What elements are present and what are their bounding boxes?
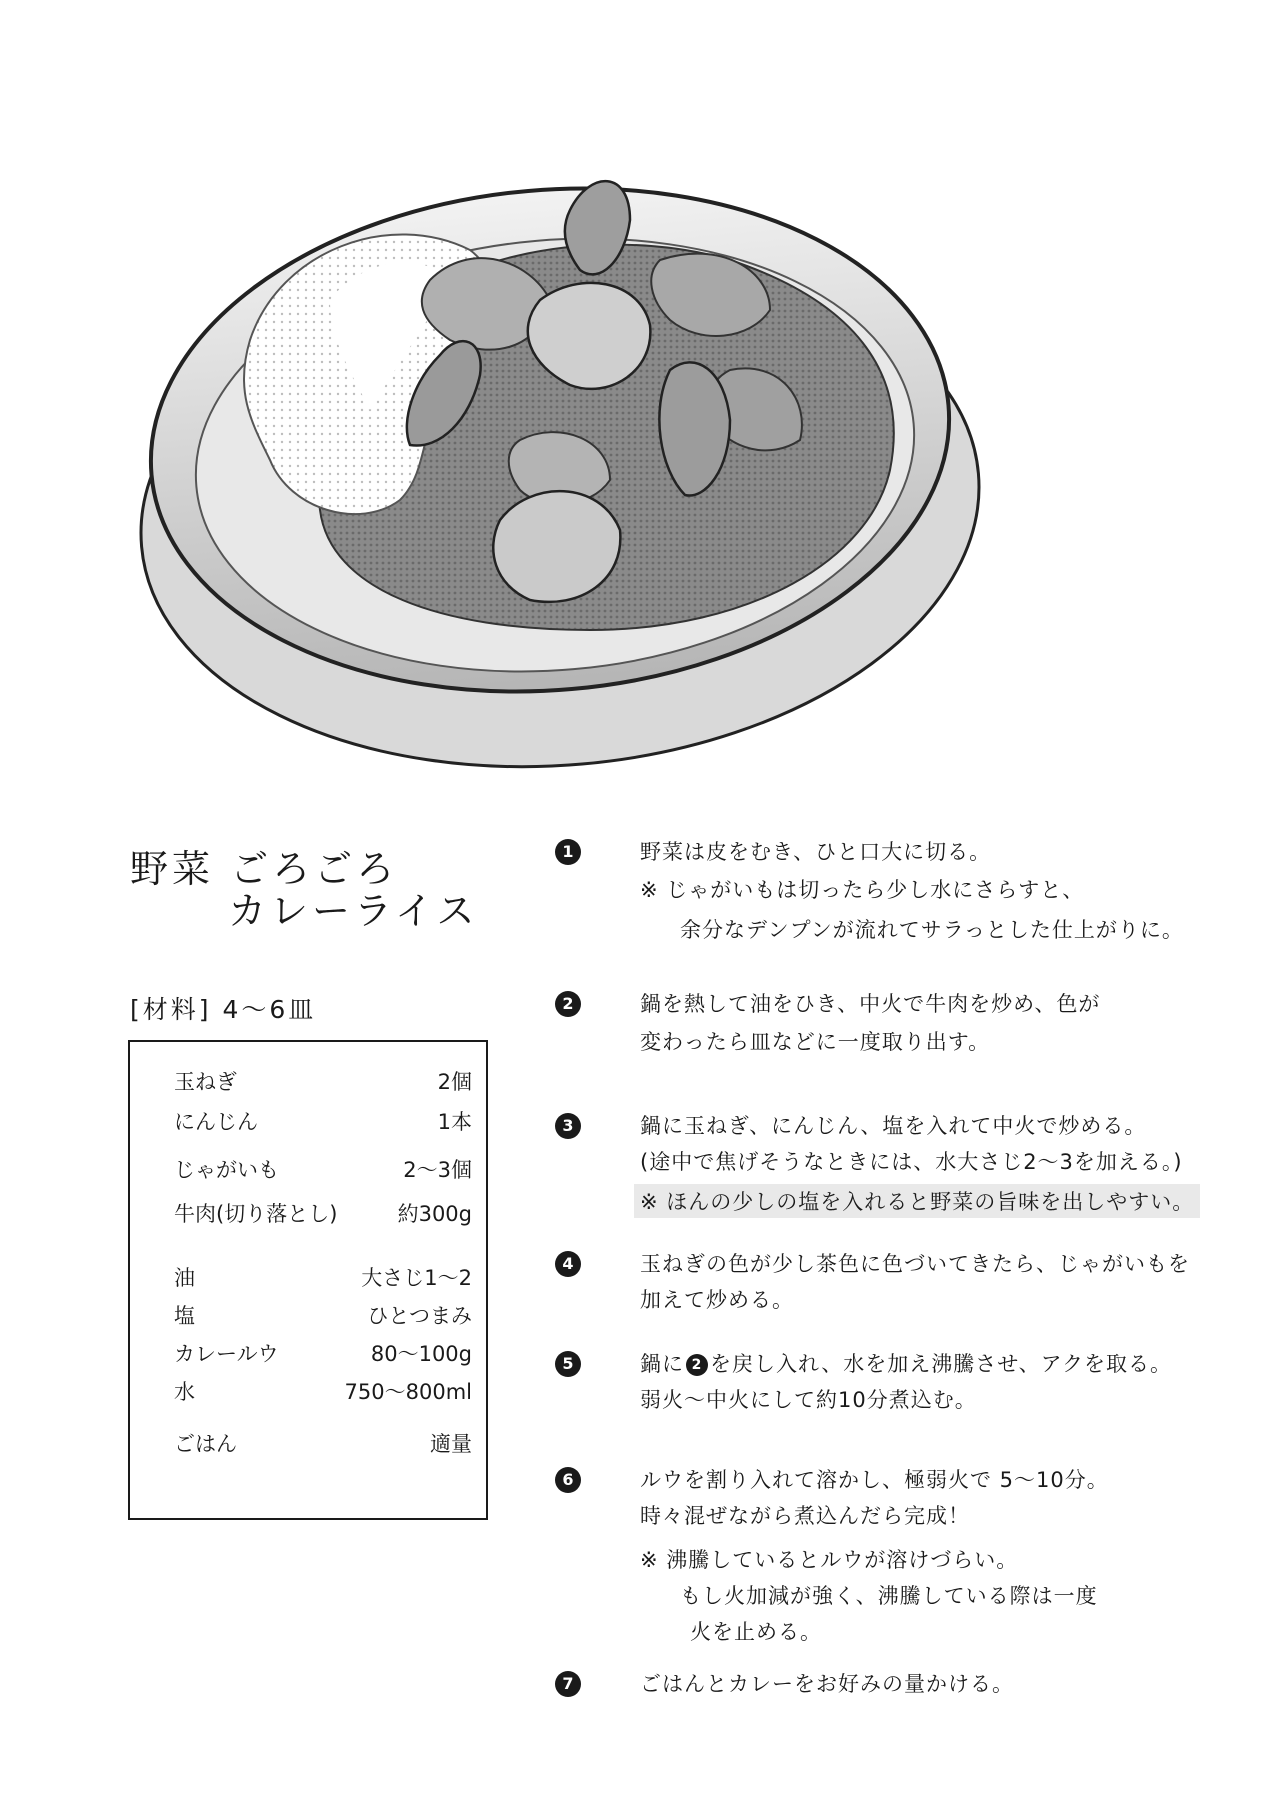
ingredient-qty: ひとつまみ [367,1304,472,1328]
ingredient-name: ごはん [174,1432,237,1456]
step-text-pre: 鍋に [640,1352,684,1376]
ingredient-name: 油 [174,1266,195,1290]
ingredient-row [174,1376,472,1406]
step-text: 変わったら皿などに一度取り出す。 [640,1030,991,1054]
ingredient-row [174,1066,472,1096]
ingredient-qty: 750～800ml [344,1380,472,1404]
ingredients-box [128,1040,488,1520]
step-text: 玉ねぎの色が少し茶色に色づいてきたら、じゃがいもを [640,1252,1190,1276]
step-number-badge: 3 [555,1113,581,1139]
ingredient-name: にんじん [174,1110,258,1134]
step-number-badge: 2 [555,991,581,1017]
ingredient-qty: 1本 [437,1110,472,1134]
ingredient-name: じゃがいも [174,1158,279,1182]
ingredient-row [174,1338,472,1368]
step-text: 時々混ぜながら煮込んだら完成！ [640,1504,970,1528]
step-text: ごはんとカレーをお好みの量かける。 [640,1672,1014,1696]
ingredient-name: 水 [174,1380,195,1404]
ingredient-name: 塩 [174,1304,195,1328]
step-text: 鍋に玉ねぎ、にんじん、塩を入れて中火で炒める。 [640,1114,1147,1138]
step-note: 火を止める。 [690,1620,822,1644]
ingredient-row [174,1154,472,1184]
step-text-post: を戻し入れ、水を加え沸騰させ、アクを取る。 [710,1352,1172,1376]
ingredients-header: [材料] 4～6皿 [130,995,317,1024]
step-text: ルウを割り入れて溶かし、極弱火で 5～10分。 [640,1468,1109,1492]
step-tip: ※ ほんの少しの塩を入れると野菜の旨味を出しやすい。 [634,1184,1200,1218]
ingredient-qty: 2個 [437,1070,472,1094]
step-note: ※ じゃがいもは切ったら少し水にさらすと、 [640,878,1085,902]
step-number-badge: 1 [555,839,581,865]
step-number-badge: 4 [555,1251,581,1277]
step-number-badge: 7 [555,1671,581,1697]
step-text: 鍋を熱して油をひき、中火で牛肉を炒め、色が [640,992,1101,1016]
recipe-title-line1: 野菜 ごろごろ [130,847,399,891]
ingredient-row [174,1428,472,1458]
step-note: ※ 沸騰しているとルウが溶けづらい。 [640,1548,1019,1572]
ingredient-name: 牛肉(切り落とし) [174,1202,338,1226]
ingredient-row [174,1262,472,1292]
step-text [640,1348,1172,1378]
step-reference-badge: 2 [686,1354,708,1376]
step-note: もし火加減が強く、沸騰している際は一度 [680,1584,1098,1608]
step-note: 余分なデンプンが流れてサラっとした仕上がりに。 [680,918,1184,942]
recipe-title-line2: カレーライス [228,889,479,933]
ingredient-row [174,1198,472,1228]
ingredient-row [174,1106,472,1136]
ingredient-qty: 約300g [397,1202,472,1226]
step-text: 加えて炒める。 [640,1288,794,1312]
ingredient-row [174,1300,472,1330]
step-text: 野菜は皮をむき、ひと口大に切る。 [640,840,992,864]
ingredient-qty: 適量 [430,1432,472,1456]
ingredient-name: 玉ねぎ [174,1070,237,1094]
ingredient-name: カレールウ [174,1342,279,1366]
ingredient-qty: 80～100g [370,1342,472,1366]
step-text: 弱火～中火にして約10分煮込む。 [640,1388,977,1412]
ingredient-qty: 2～3個 [403,1158,472,1182]
step-number-badge: 5 [555,1351,581,1377]
step-number-badge: 6 [555,1467,581,1493]
ingredient-qty: 大さじ1～2 [361,1266,472,1290]
curry-plate-illustration [110,110,1010,800]
step-text: (途中で焦げそうなときには、水大さじ2～3を加える。) [640,1150,1183,1174]
